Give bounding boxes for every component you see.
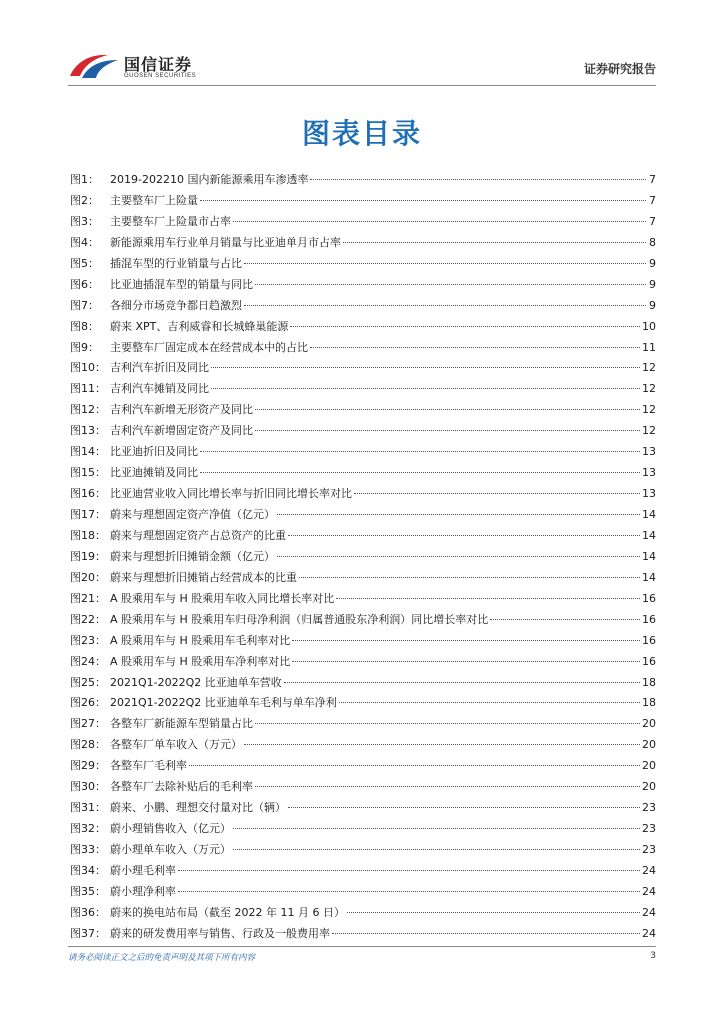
toc-entry-title: 蔚来与理想折旧摊销金额（亿元） bbox=[110, 549, 275, 563]
toc-entry-title: 蔚来、小鹏、理想交付量对比（辆） bbox=[110, 801, 286, 815]
toc-entry-label: 图36： bbox=[70, 905, 106, 919]
toc-entry-page: 23 bbox=[642, 822, 656, 836]
toc-entry-title: 蔚来与理想固定资产占总资产的比重 bbox=[110, 528, 286, 542]
toc-entry-page: 16 bbox=[642, 612, 656, 626]
toc-entry-title: A 股乘用车与 H 股乘用车净利率对比 bbox=[110, 654, 291, 668]
toc-entry[interactable] bbox=[70, 401, 656, 422]
toc-entry-label: 图23： bbox=[70, 633, 106, 647]
toc-entry[interactable] bbox=[70, 925, 656, 946]
page-title: 图表目录 bbox=[301, 117, 422, 150]
toc-entry[interactable] bbox=[70, 736, 656, 757]
toc-entry-title: 2021Q1-2022Q2 比亚迪单车毛利与单车净利 bbox=[110, 696, 337, 710]
toc-entry[interactable] bbox=[70, 464, 656, 485]
toc-entry-page: 24 bbox=[642, 926, 656, 940]
toc-entry-page: 13 bbox=[642, 487, 656, 501]
toc-dot-leader bbox=[211, 367, 640, 368]
toc-dot-leader bbox=[233, 849, 640, 850]
toc-entry[interactable] bbox=[70, 527, 656, 548]
toc-entry-page: 20 bbox=[642, 717, 656, 731]
toc-entry-label: 图26： bbox=[70, 696, 106, 710]
toc-entry-title: 2019-202210 国内新能源乘用车渗透率 bbox=[110, 173, 309, 186]
toc-entry-title: 2021Q1-2022Q2 比亚迪单车营收 bbox=[110, 675, 282, 689]
toc-entry[interactable] bbox=[70, 674, 656, 695]
toc-entry[interactable] bbox=[70, 778, 656, 799]
toc-entry-label: 图3： bbox=[70, 214, 99, 228]
toc-entry-title: 各整车厂新能源车型销量占比 bbox=[110, 717, 253, 731]
toc-entry-label: 图30： bbox=[70, 780, 106, 794]
toc-entry-label: 图14： bbox=[70, 445, 106, 459]
toc-entry[interactable] bbox=[70, 339, 656, 360]
toc-entry-title: 蔚小理毛利率 bbox=[110, 863, 176, 877]
toc-entry-label: 图2： bbox=[70, 193, 99, 207]
toc-entry-page: 23 bbox=[642, 801, 656, 815]
toc-dot-leader bbox=[490, 619, 640, 620]
toc-entry-label: 图13： bbox=[70, 424, 106, 438]
toc-dot-leader bbox=[343, 242, 646, 243]
footer-divider bbox=[68, 946, 656, 947]
figure-table-of-contents bbox=[70, 171, 656, 946]
toc-entry-label: 图33： bbox=[70, 843, 106, 856]
toc-entry-label: 图9： bbox=[70, 340, 99, 354]
toc-entry-title: 比亚迪营业收入同比增长率与折旧同比增长率对比 bbox=[110, 487, 352, 501]
toc-entry-title: 主要整车厂上险量市占率 bbox=[110, 214, 231, 228]
toc-entry-label: 图19： bbox=[70, 549, 106, 563]
toc-entry-title: 主要整车厂固定成本在经营成本中的占比 bbox=[110, 340, 308, 354]
toc-entry-page: 7 bbox=[649, 193, 656, 207]
toc-entry[interactable] bbox=[70, 276, 656, 297]
toc-entry-label: 图17： bbox=[70, 508, 106, 521]
logo-english-name: GUOSEN SECURITIES bbox=[124, 73, 197, 79]
toc-entry-title: 新能源乘用车行业单月销量与比亚迪单月市占率 bbox=[110, 235, 341, 249]
toc-entry-label: 图35： bbox=[70, 884, 106, 898]
toc-entry-title: 蔚来与理想折旧摊销占经营成本的比重 bbox=[110, 570, 297, 584]
toc-entry[interactable] bbox=[70, 443, 656, 464]
toc-dot-leader bbox=[244, 263, 646, 264]
toc-entry-page: 12 bbox=[642, 361, 656, 375]
toc-entry-title: A 股乘用车与 H 股乘用车归母净利润（归属普通股东净利润）同比增长率对比 bbox=[110, 612, 489, 626]
toc-entry-label: 图6： bbox=[70, 277, 99, 291]
toc-dot-leader bbox=[178, 891, 640, 892]
toc-entry[interactable] bbox=[70, 318, 656, 339]
toc-dot-leader bbox=[277, 514, 640, 515]
toc-entry-label: 图4： bbox=[70, 235, 99, 249]
toc-dot-leader bbox=[178, 870, 640, 871]
toc-entry-label: 图24： bbox=[70, 654, 106, 668]
toc-entry-page: 13 bbox=[642, 445, 656, 459]
toc-entry-title: 各整车厂去除补贴后的毛利率 bbox=[110, 780, 253, 794]
toc-entry-page: 24 bbox=[642, 884, 656, 898]
toc-entry-label: 图29： bbox=[70, 759, 106, 773]
page-number: 3 bbox=[650, 951, 656, 961]
toc-entry-title: 吉利汽车新增固定资产及同比 bbox=[110, 424, 253, 438]
toc-entry-label: 图12： bbox=[70, 403, 106, 417]
toc-entry[interactable] bbox=[70, 590, 656, 611]
toc-entry-title: 蔚小理单车收入（万元） bbox=[110, 843, 231, 856]
toc-entry-page: 16 bbox=[642, 591, 656, 605]
toc-dot-leader bbox=[339, 702, 640, 703]
toc-entry[interactable] bbox=[70, 359, 656, 380]
toc-entry-label: 图34： bbox=[70, 863, 106, 877]
toc-entry-page: 18 bbox=[642, 696, 656, 710]
toc-entry-title: 蔚来 XPT、吉利威睿和长城蜂巢能源 bbox=[110, 319, 289, 333]
toc-entry-label: 图22： bbox=[70, 612, 106, 626]
toc-entry[interactable] bbox=[70, 632, 656, 653]
toc-entry-title: 吉利汽车折旧及同比 bbox=[110, 361, 209, 375]
toc-entry-title: 蔚来与理想固定资产净值（亿元） bbox=[110, 508, 275, 521]
toc-entry-title: 比亚迪折旧及同比 bbox=[110, 445, 198, 459]
toc-entry-title: 吉利汽车摊销及同比 bbox=[110, 382, 209, 396]
toc-dot-leader bbox=[354, 493, 640, 494]
toc-entry-title: A 股乘用车与 H 股乘用车毛利率对比 bbox=[110, 633, 291, 647]
toc-entry-title: 主要整车厂上险量 bbox=[110, 193, 198, 207]
toc-entry[interactable] bbox=[70, 422, 656, 443]
toc-entry-label: 图5： bbox=[70, 256, 99, 270]
toc-entry[interactable] bbox=[70, 380, 656, 401]
toc-entry[interactable] bbox=[70, 506, 656, 527]
report-type-label: 证券研究报告 bbox=[583, 62, 656, 76]
toc-entry-page: 14 bbox=[642, 570, 656, 584]
toc-dot-leader bbox=[200, 200, 646, 201]
toc-entry[interactable] bbox=[70, 548, 656, 569]
toc-entry-page: 20 bbox=[642, 738, 656, 752]
toc-entry-page: 24 bbox=[642, 863, 656, 877]
toc-dot-leader bbox=[288, 807, 640, 808]
toc-entry-page: 24 bbox=[642, 905, 656, 919]
toc-entry-label: 图32： bbox=[70, 822, 106, 836]
toc-dot-leader bbox=[290, 326, 640, 327]
guosen-logo-mark-icon bbox=[68, 52, 120, 80]
toc-entry-page: 16 bbox=[642, 654, 656, 668]
toc-dot-leader bbox=[200, 451, 640, 452]
toc-dot-leader bbox=[200, 472, 640, 473]
toc-entry-label: 图1： bbox=[70, 173, 99, 186]
toc-entry-label: 图27： bbox=[70, 717, 106, 731]
toc-entry-page: 11 bbox=[642, 340, 656, 354]
toc-dot-leader bbox=[336, 598, 640, 599]
toc-entry-label: 图7： bbox=[70, 298, 99, 312]
toc-entry[interactable] bbox=[70, 862, 656, 883]
toc-entry-page: 20 bbox=[642, 780, 656, 794]
toc-dot-leader bbox=[255, 786, 640, 787]
toc-entry[interactable] bbox=[70, 569, 656, 590]
toc-dot-leader bbox=[347, 912, 640, 913]
toc-entry-page: 16 bbox=[642, 633, 656, 647]
toc-entry-title: 插混车型的行业销量与占比 bbox=[110, 256, 242, 270]
toc-entry-title: A 股乘用车与 H 股乘用车收入同比增长率对比 bbox=[110, 591, 335, 605]
toc-entry-page: 14 bbox=[642, 549, 656, 563]
toc-entry-title: 各整车厂毛利率 bbox=[110, 759, 187, 773]
header-divider bbox=[68, 85, 656, 86]
toc-entry-page: 10 bbox=[642, 319, 656, 333]
disclaimer-note: 请务必阅读正文之后的免责声明及其项下所有内容 bbox=[68, 953, 256, 963]
toc-entry[interactable] bbox=[70, 485, 656, 506]
toc-entry[interactable] bbox=[70, 904, 656, 925]
toc-entry-label: 图28： bbox=[70, 738, 106, 752]
toc-entry-page: 20 bbox=[642, 759, 656, 773]
toc-dot-leader bbox=[292, 661, 640, 662]
toc-dot-leader bbox=[299, 577, 640, 578]
toc-entry-title: 吉利汽车新增无形资产及同比 bbox=[110, 403, 253, 417]
toc-entry-label: 图18： bbox=[70, 528, 106, 542]
toc-entry[interactable] bbox=[70, 757, 656, 778]
toc-entry-label: 图31： bbox=[70, 801, 106, 815]
toc-entry-page: 23 bbox=[642, 843, 656, 856]
toc-entry-label: 图15： bbox=[70, 466, 106, 480]
toc-entry[interactable] bbox=[70, 171, 656, 192]
toc-entry-page: 18 bbox=[642, 675, 656, 689]
toc-dot-leader bbox=[255, 430, 640, 431]
toc-entry-page: 9 bbox=[649, 298, 656, 312]
toc-entry-title: 蔚来的换电站布局（截至 2022 年 11 月 6 日） bbox=[110, 905, 345, 919]
toc-entry[interactable] bbox=[70, 213, 656, 234]
toc-entry[interactable] bbox=[70, 694, 656, 715]
toc-entry[interactable] bbox=[70, 841, 656, 862]
toc-entry[interactable] bbox=[70, 799, 656, 820]
toc-entry-label: 图11： bbox=[70, 382, 106, 396]
toc-entry-page: 14 bbox=[642, 508, 656, 521]
toc-entry-page: 13 bbox=[642, 466, 656, 480]
toc-entry-label: 图10： bbox=[70, 361, 106, 375]
toc-entry[interactable] bbox=[70, 192, 656, 213]
toc-entry-label: 图25： bbox=[70, 675, 106, 689]
toc-dot-leader bbox=[255, 723, 640, 724]
logo-chinese-name: 国信证券 bbox=[124, 55, 193, 74]
toc-dot-leader bbox=[244, 744, 640, 745]
toc-dot-leader bbox=[292, 640, 640, 641]
toc-dot-leader bbox=[255, 409, 640, 410]
toc-entry-page: 7 bbox=[649, 214, 656, 228]
toc-entry-label: 图37： bbox=[70, 926, 106, 940]
toc-dot-leader bbox=[255, 284, 646, 285]
toc-entry-title: 比亚迪摊销及同比 bbox=[110, 466, 198, 480]
toc-entry[interactable] bbox=[70, 653, 656, 674]
toc-dot-leader bbox=[233, 221, 646, 222]
toc-entry[interactable] bbox=[70, 234, 656, 255]
toc-entry-title: 蔚小理净利率 bbox=[110, 884, 176, 898]
toc-entry-title: 比亚迪插混车型的销量与同比 bbox=[110, 277, 253, 291]
toc-dot-leader bbox=[310, 179, 646, 180]
toc-entry[interactable] bbox=[70, 255, 656, 276]
toc-entry-page: 9 bbox=[649, 277, 656, 291]
toc-entry-title: 各整车厂单车收入（万元） bbox=[110, 738, 242, 752]
toc-dot-leader bbox=[288, 535, 640, 536]
toc-entry[interactable] bbox=[70, 820, 656, 841]
toc-entry-page: 12 bbox=[642, 424, 656, 438]
toc-entry-page: 12 bbox=[642, 382, 656, 396]
page-header bbox=[68, 48, 656, 84]
toc-dot-leader bbox=[332, 933, 640, 934]
toc-entry[interactable] bbox=[70, 297, 656, 318]
toc-entry-label: 图16： bbox=[70, 487, 106, 501]
toc-dot-leader bbox=[284, 682, 640, 683]
toc-dot-leader bbox=[189, 765, 640, 766]
toc-entry[interactable] bbox=[70, 611, 656, 632]
toc-dot-leader bbox=[233, 828, 640, 829]
toc-entry-title: 蔚小理销售收入（亿元） bbox=[110, 822, 231, 836]
toc-entry[interactable] bbox=[70, 715, 656, 736]
toc-entry-page: 9 bbox=[649, 256, 656, 270]
toc-entry-label: 图8： bbox=[70, 319, 99, 333]
toc-entry-page: 7 bbox=[649, 173, 656, 186]
toc-dot-leader bbox=[211, 388, 640, 389]
toc-entry-page: 12 bbox=[642, 403, 656, 417]
toc-entry-title: 各细分市场竞争都日趋激烈 bbox=[110, 298, 242, 312]
toc-entry-label: 图20： bbox=[70, 570, 106, 584]
toc-entry[interactable] bbox=[70, 883, 656, 904]
toc-entry-page: 8 bbox=[649, 235, 656, 249]
toc-dot-leader bbox=[244, 305, 646, 306]
toc-entry-page: 14 bbox=[642, 528, 656, 542]
toc-entry-title: 蔚来的研发费用率与销售、行政及一般费用率 bbox=[110, 926, 330, 940]
toc-entry-label: 图21： bbox=[70, 591, 106, 605]
toc-dot-leader bbox=[310, 347, 640, 348]
toc-dot-leader bbox=[277, 556, 640, 557]
